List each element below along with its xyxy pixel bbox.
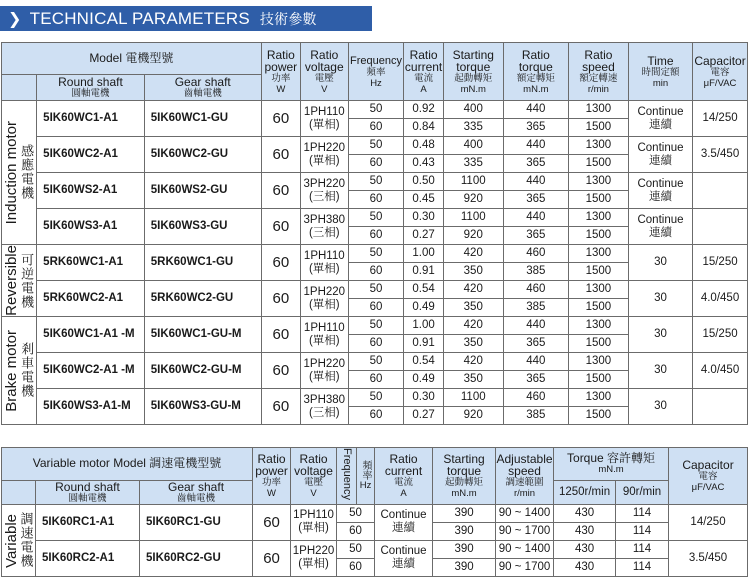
starting-torque-value: 350 [443, 371, 503, 389]
voltage-value: 1PH220 (單相) [300, 137, 348, 173]
ratio-torque-value: 365 [503, 227, 568, 245]
ratio-torque-value: 385 [503, 263, 568, 281]
table-row [2, 173, 748, 191]
round-shaft-model: 5IK60WC1-A1 -M [37, 317, 145, 353]
header-frequency: Frequency 頻率 Hz [348, 43, 404, 101]
ratio-speed-value: 1500 [568, 227, 628, 245]
frequency-value: 50 [348, 209, 404, 227]
banner-title: TECHNICAL PARAMETERS [29, 8, 250, 28]
round-shaft-model: 5IK60RC1-A1 [36, 504, 140, 540]
current-value: 0.30 [404, 389, 443, 407]
capacitor-value [693, 173, 748, 209]
frequency-value: 50 [348, 389, 404, 407]
starting-torque-value: 420 [443, 317, 503, 335]
capacitor-value [693, 209, 748, 245]
vheader-frequency-en: Frequency [337, 448, 357, 505]
vheader-blank [2, 480, 36, 504]
starting-torque-value: 420 [443, 281, 503, 299]
table-row [2, 281, 748, 299]
current-value: Continue 連續 [375, 540, 433, 576]
ratio-torque-value: 440 [503, 353, 568, 371]
ratio-speed-value: 1300 [568, 173, 628, 191]
starting-torque-value: 350 [443, 263, 503, 281]
current-value: 0.84 [404, 119, 443, 137]
gear-shaft-model: 5IK60WS3-GU [144, 209, 261, 245]
table-row [2, 209, 748, 227]
ratio-speed-value: 1300 [568, 353, 628, 371]
group-label-cn: 剎車電機 [19, 342, 35, 399]
starting-torque-value: 1100 [443, 173, 503, 191]
ratio-speed-value: 1500 [568, 191, 628, 209]
table-row [2, 101, 748, 119]
round-shaft-model: 5IK60WS3-A1 [37, 209, 145, 245]
vheader-frequency-cn: 頻率 Hz [357, 448, 375, 505]
starting-torque-value: 1100 [443, 389, 503, 407]
frequency-value: 60 [348, 155, 404, 173]
frequency-value: 50 [348, 101, 404, 119]
current-value: 0.43 [404, 155, 443, 173]
starting-torque-value: 400 [443, 137, 503, 155]
group-label-en: Reversible [3, 245, 21, 316]
torque-1250-value: 430 [554, 558, 616, 576]
capacitor-value: 3.5/450 [693, 137, 748, 173]
frequency-value: 50 [348, 173, 404, 191]
banner-title-cn: 技術參數 [259, 10, 317, 27]
capacitor-value: 15/250 [693, 245, 748, 281]
vheader-model: Variable motor Model 調速電機型號 [2, 448, 253, 481]
chevron-right-icon: ❯ [8, 10, 22, 28]
ratio-torque-value: 365 [503, 191, 568, 209]
vheader-row-1 [2, 448, 748, 481]
round-shaft-model: 5IK60WC1-A1 [37, 101, 145, 137]
time-value: Continue 連續 [628, 101, 692, 137]
current-value: 0.30 [404, 209, 443, 227]
vheader-torque-90: 90r/min [616, 480, 669, 504]
table-row [2, 504, 748, 522]
frequency-value: 50 [348, 353, 404, 371]
starting-torque-value: 390 [433, 504, 496, 522]
torque-90-value: 114 [616, 558, 669, 576]
voltage-value: 1PH110 (單相) [300, 101, 348, 137]
group-label-induction [2, 101, 37, 245]
gear-shaft-model: 5IK60WS3-GU-M [144, 389, 261, 425]
starting-torque-value: 1100 [443, 209, 503, 227]
voltage-value: 1PH110 (單相) [300, 245, 348, 281]
time-value: Continue 連續 [628, 209, 692, 245]
gear-shaft-model: 5IK60WC2-GU-M [144, 353, 261, 389]
gear-shaft-model: 5IK60RC1-GU [140, 504, 253, 540]
current-value: 1.00 [404, 317, 443, 335]
frequency-value: 50 [348, 317, 404, 335]
capacitor-value: 15/250 [693, 317, 748, 353]
power-value: 60 [253, 504, 291, 540]
vheader-round-shaft: Round shaft 圓軸電機 [36, 480, 140, 504]
voltage-value: 1PH110 (單相) [291, 504, 337, 540]
header-current: Ratio current 電流 A [404, 43, 443, 101]
ratio-torque-value: 385 [503, 407, 568, 425]
vheader-gear-shaft: Gear shaft 齒軸電機 [140, 480, 253, 504]
gear-shaft-model: 5IK60RC2-GU [140, 540, 253, 576]
voltage-value: 3PH380 (三相) [300, 389, 348, 425]
ratio-speed-value: 1300 [568, 389, 628, 407]
time-value: 30 [628, 245, 692, 281]
ratio-torque-value: 365 [503, 335, 568, 353]
power-value: 60 [261, 281, 300, 317]
torque-1250-value: 430 [554, 540, 616, 558]
ratio-torque-value: 365 [503, 155, 568, 173]
current-value: 0.54 [404, 353, 443, 371]
table-row [2, 137, 748, 155]
round-shaft-model: 5RK60WC2-A1 [37, 281, 145, 317]
header-round-shaft: Round shaft 圓軸電機 [37, 75, 145, 101]
table-row [2, 317, 748, 335]
ratio-torque-value: 440 [503, 101, 568, 119]
variable-motor-table [1, 447, 748, 577]
frequency-value: 60 [348, 335, 404, 353]
ratio-speed-value: 1500 [568, 407, 628, 425]
current-value: 1.00 [404, 245, 443, 263]
group-label-en: Induction motor [3, 120, 21, 225]
header-blank [2, 75, 37, 101]
adjustable-speed-value: 90 ~ 1400 [496, 540, 554, 558]
starting-torque-value: 335 [443, 119, 503, 137]
ratio-torque-value: 440 [503, 209, 568, 227]
starting-torque-value: 350 [443, 299, 503, 317]
power-value: 60 [253, 540, 291, 576]
starting-torque-value: 390 [433, 522, 496, 540]
group-label-en: Brake motor [3, 329, 21, 412]
capacitor-value: 3.5/450 [669, 540, 748, 576]
ratio-torque-value: 365 [503, 119, 568, 137]
header-time: Time 時間定額 min [628, 43, 692, 101]
header-power: Ratio power 功率 W [261, 43, 300, 101]
frequency-value: 50 [348, 137, 404, 155]
round-shaft-model: 5IK60WC2-A1 -M [37, 353, 145, 389]
ratio-speed-value: 1300 [568, 137, 628, 155]
table-row [2, 389, 748, 407]
parameters-table [1, 42, 748, 425]
vheader-voltage: Ratio voltage 電壓 V [291, 448, 337, 505]
current-value: 0.48 [404, 137, 443, 155]
ratio-speed-value: 1300 [568, 101, 628, 119]
torque-1250-value: 430 [554, 504, 616, 522]
ratio-speed-value: 1300 [568, 245, 628, 263]
header-model: Model 電機型號 [2, 43, 262, 75]
ratio-speed-value: 1500 [568, 371, 628, 389]
ratio-torque-value: 460 [503, 389, 568, 407]
frequency-value: 60 [337, 522, 375, 540]
starting-torque-value: 920 [443, 191, 503, 209]
round-shaft-model: 5IK60WS3-A1-M [37, 389, 145, 425]
ratio-torque-value: 460 [503, 281, 568, 299]
voltage-value: 1PH220 (單相) [291, 540, 337, 576]
voltage-value: 1PH220 (單相) [300, 353, 348, 389]
section-banner [0, 6, 372, 31]
time-value: 30 [628, 281, 692, 317]
torque-90-value: 114 [616, 504, 669, 522]
round-shaft-model: 5IK60WC2-A1 [37, 137, 145, 173]
frequency-value: 50 [348, 245, 404, 263]
header-capacitor: Capacitor 電容 μF/VAC [693, 43, 748, 101]
power-value: 60 [261, 317, 300, 353]
current-value: 0.49 [404, 299, 443, 317]
power-value: 60 [261, 101, 300, 137]
adjustable-speed-value: 90 ~ 1700 [496, 522, 554, 540]
torque-1250-value: 430 [554, 522, 616, 540]
current-value: 0.49 [404, 371, 443, 389]
ratio-speed-value: 1500 [568, 335, 628, 353]
power-value: 60 [261, 245, 300, 281]
vheader-current: Ratio current 電流 A [375, 448, 433, 505]
round-shaft-model: 5IK60WS2-A1 [37, 173, 145, 209]
vheader-starting-torque: Starting torque 起動轉矩 mN.m [433, 448, 496, 505]
ratio-torque-value: 385 [503, 299, 568, 317]
time-value: 30 [628, 353, 692, 389]
ratio-torque-value: 440 [503, 137, 568, 155]
group-label-en: Variable [2, 513, 20, 568]
group-label-variable [2, 504, 36, 576]
header-voltage: Ratio voltage 電壓 V [300, 43, 348, 101]
ratio-speed-value: 1500 [568, 263, 628, 281]
header-ratio-speed: Ratio speed 額定轉速 r/min [568, 43, 628, 101]
voltage-value: 3PH380 (三相) [300, 209, 348, 245]
current-value: 0.45 [404, 191, 443, 209]
ratio-speed-value: 1500 [568, 299, 628, 317]
starting-torque-value: 920 [443, 407, 503, 425]
starting-torque-value: 420 [443, 245, 503, 263]
group-label-cn: 可逆電機 [19, 252, 35, 309]
frequency-value: 60 [348, 191, 404, 209]
ratio-speed-value: 1300 [568, 281, 628, 299]
table-row [2, 540, 748, 558]
current-value: 0.27 [404, 407, 443, 425]
starting-torque-value: 920 [443, 227, 503, 245]
capacitor-value: 14/250 [669, 504, 748, 540]
vheader-power: Ratio power 功率 W [253, 448, 291, 505]
frequency-value: 60 [337, 558, 375, 576]
group-label-reversible [2, 245, 37, 317]
ratio-speed-value: 1500 [568, 155, 628, 173]
ratio-torque-value: 440 [503, 173, 568, 191]
voltage-value: 3PH220 (三相) [300, 173, 348, 209]
voltage-value: 1PH110 (單相) [300, 317, 348, 353]
ratio-torque-value: 365 [503, 371, 568, 389]
adjustable-speed-value: 90 ~ 1700 [496, 558, 554, 576]
starting-torque-value: 400 [443, 101, 503, 119]
frequency-value: 60 [348, 371, 404, 389]
time-value: 30 [628, 317, 692, 353]
ratio-speed-value: 1300 [568, 209, 628, 227]
power-value: 60 [261, 389, 300, 425]
time-value: 30 [628, 389, 692, 425]
torque-90-value: 114 [616, 522, 669, 540]
group-label-cn: 感應電機 [19, 144, 35, 201]
capacitor-value: 4.0/450 [693, 281, 748, 317]
capacitor-value: 4.0/450 [693, 353, 748, 389]
gear-shaft-model: 5IK60WC1-GU [144, 101, 261, 137]
current-value: 0.92 [404, 101, 443, 119]
time-value: Continue 連續 [628, 137, 692, 173]
current-value: 0.27 [404, 227, 443, 245]
voltage-value: 1PH220 (單相) [300, 281, 348, 317]
frequency-value: 60 [348, 119, 404, 137]
frequency-value: 60 [348, 299, 404, 317]
power-value: 60 [261, 353, 300, 389]
header-gear-shaft: Gear shaft 齒軸電機 [144, 75, 261, 101]
starting-torque-value: 420 [443, 353, 503, 371]
capacitor-value [693, 389, 748, 425]
frequency-value: 60 [348, 227, 404, 245]
power-value: 60 [261, 173, 300, 209]
current-value: Continue 連續 [375, 504, 433, 540]
vheader-adj-speed: Adjustable speed 調速範圍 r/min [496, 448, 554, 505]
starting-torque-value: 335 [443, 155, 503, 173]
round-shaft-model: 5IK60RC2-A1 [36, 540, 140, 576]
starting-torque-value: 390 [433, 558, 496, 576]
ratio-torque-value: 440 [503, 317, 568, 335]
gear-shaft-model: 5IK60WS2-GU [144, 173, 261, 209]
vheader-torque-1250: 1250r/min [554, 480, 616, 504]
capacitor-value: 14/250 [693, 101, 748, 137]
gear-shaft-model: 5IK60WC2-GU [144, 137, 261, 173]
starting-torque-value: 350 [443, 335, 503, 353]
current-value: 0.91 [404, 263, 443, 281]
starting-torque-value: 390 [433, 540, 496, 558]
header-row-1 [2, 43, 748, 75]
power-value: 60 [261, 209, 300, 245]
ratio-torque-value: 460 [503, 245, 568, 263]
vheader-torque: Torque 容許轉矩 mN.m [554, 448, 669, 481]
frequency-value: 50 [337, 504, 375, 522]
group-label-brake [2, 317, 37, 425]
power-value: 60 [261, 137, 300, 173]
frequency-value: 50 [348, 281, 404, 299]
gear-shaft-model: 5RK60WC1-GU [144, 245, 261, 281]
current-value: 0.50 [404, 173, 443, 191]
frequency-value: 60 [348, 407, 404, 425]
frequency-value: 50 [337, 540, 375, 558]
header-starting-torque: Starting torque 起動轉矩 mN.m [443, 43, 503, 101]
gear-shaft-model: 5IK60WC1-GU-M [144, 317, 261, 353]
gear-shaft-model: 5RK60WC2-GU [144, 281, 261, 317]
group-label-cn: 調速電機 [18, 512, 34, 569]
current-value: 0.54 [404, 281, 443, 299]
table-row [2, 353, 748, 371]
vheader-capacitor: Capacitor 電容 μF/VAC [669, 448, 748, 505]
ratio-speed-value: 1500 [568, 119, 628, 137]
round-shaft-model: 5RK60WC1-A1 [37, 245, 145, 281]
adjustable-speed-value: 90 ~ 1400 [496, 504, 554, 522]
current-value: 0.91 [404, 335, 443, 353]
ratio-speed-value: 1300 [568, 317, 628, 335]
table-row [2, 245, 748, 263]
time-value: Continue 連續 [628, 173, 692, 209]
frequency-value: 60 [348, 263, 404, 281]
torque-90-value: 114 [616, 540, 669, 558]
header-ratio-torque: Ratio torque 額定轉矩 mN.m [503, 43, 568, 101]
